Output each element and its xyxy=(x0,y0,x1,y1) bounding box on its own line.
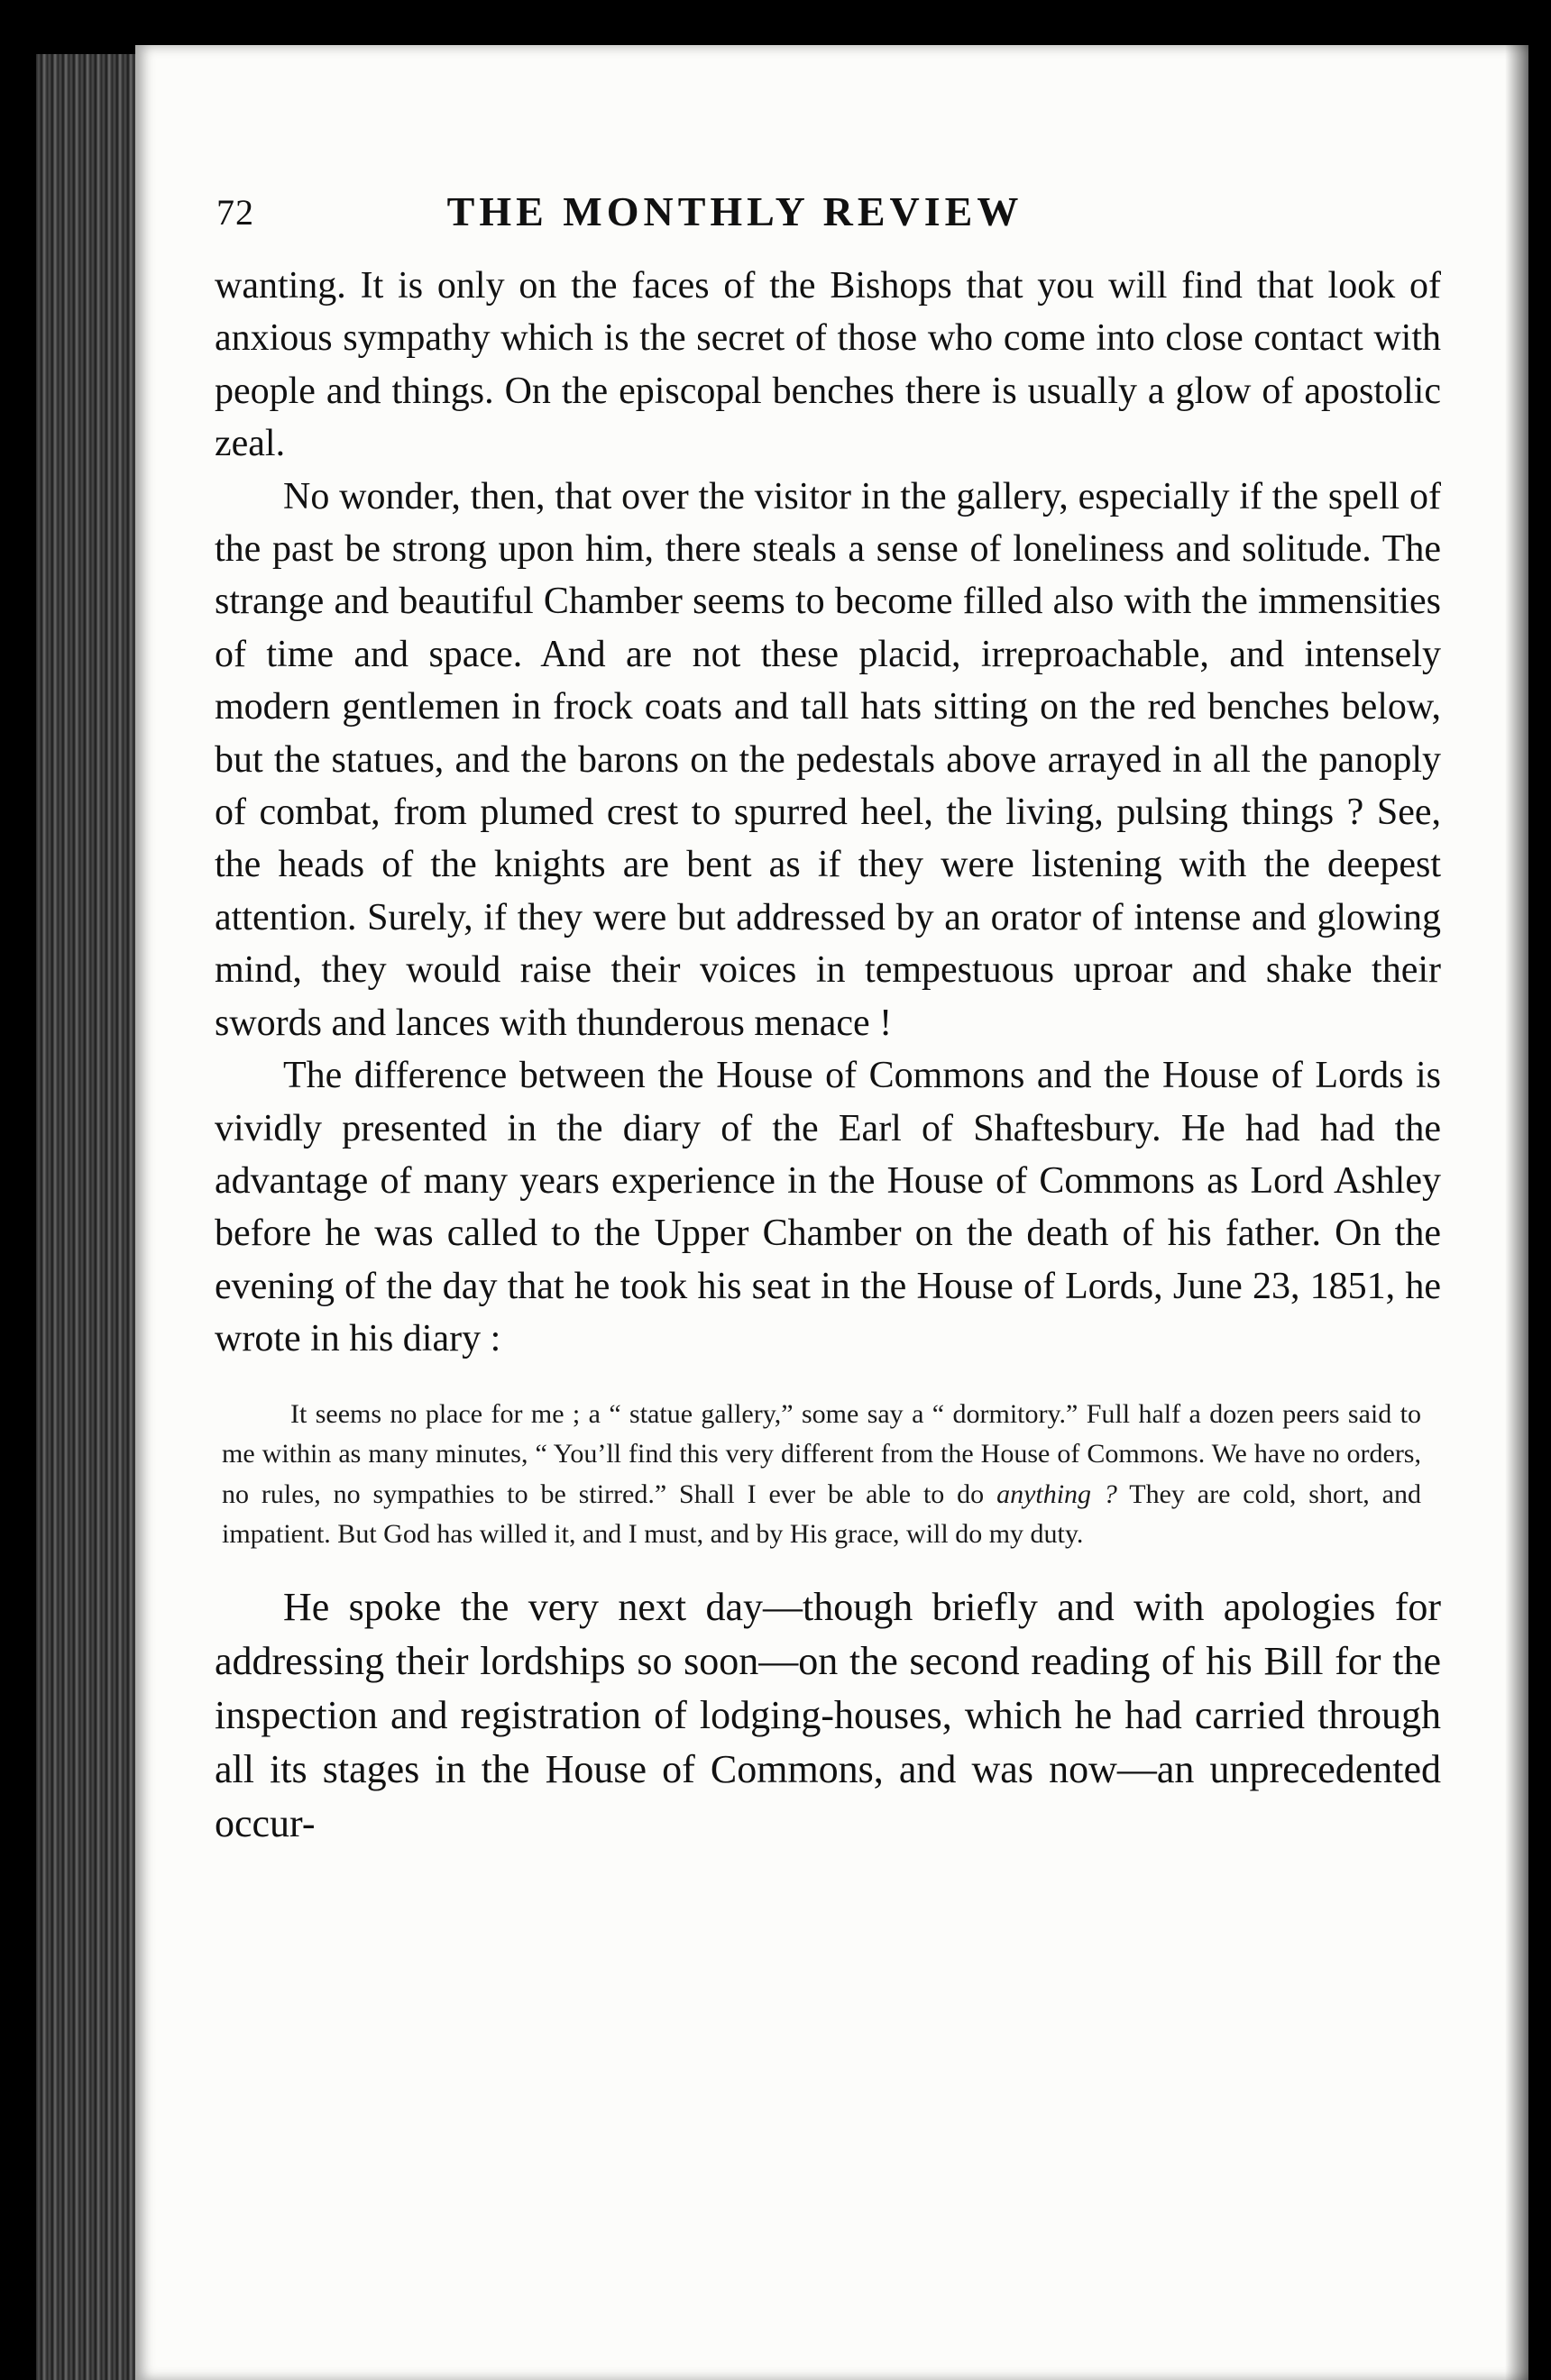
paragraph-1: wanting. It is only on the faces of the Bishops that you will find that look of anxious sympathy which is the secret of those who come into close contact with people and things. On the episcopal benches there is usually a glow of apostolic zeal. xyxy=(215,265,1441,465)
quote-text-start: It seems no place for me ; a “ statue gallery,” some say a “ dormitory.” Full half a dozen peers said to me within as many minutes, “ You’ll find this very different from the House of Commons. We have no orders, no rules, no sympathies to be stirred.” Shall I ever be able to do xyxy=(222,1398,1421,1509)
running-head xyxy=(216,188,1244,242)
gutter-shadow xyxy=(1505,45,1528,2380)
diary-quotation xyxy=(222,1395,1421,1555)
page-body xyxy=(215,260,1441,1851)
quote-text-end: They are cold, short, and impatient. But God has willed it, and I must, and by His grace, will do my duty. xyxy=(222,1478,1421,1550)
paragraph-4: He spoke the very next day—though briefly and with apologies for addressing their lordships so soon—on the second reading of his Bill for the inspection and registration of lodging-houses, which he had carried through all its stages in the House of Commons, and was now—an unprecedented occur- xyxy=(215,1584,1441,1845)
paragraph-2: No wonder, then, that over the visitor in the gallery, especially if the spell of the past be strong upon him, there steals a sense of loneliness and solitude. The strange and beautiful Chamber seems to become filled also with the immensities of time and space. And are not these placid, irreproachable, and intensely modern gentlemen in frock coats and tall hats sitting on the red benches below, but the statues, and the barons on the pedestals above arrayed in all the panoply of combat, from plumed crest to spurred heel, the living, pulsing things ? See, the heads of the knights are bent as if they were listening with the deepest attention. Surely, if they were but addressed by an orator of intense and glowing mind, they would raise their voices in tempestuous uproar and shake their swords and lances with thunderous menace ! xyxy=(215,475,1441,1044)
paragraph-3: The difference between the House of Commons and the House of Lords is vividly presented in the diary of the Earl of Shaftesbury. He had had the advantage of many years experience in the House of Commons as Lord Ashley before he was called to the Upper Chamber on the death of his father. On the evening of the day that he took his seat in the House of Lords, June 23, 1851, he wrote in his diary : xyxy=(215,1055,1441,1360)
page-number: 72 xyxy=(216,192,254,233)
journal-title: THE MONTHLY REVIEW xyxy=(446,188,1023,234)
quote-emphasis: anything ? xyxy=(996,1478,1117,1509)
book-page-edges xyxy=(36,54,144,2380)
